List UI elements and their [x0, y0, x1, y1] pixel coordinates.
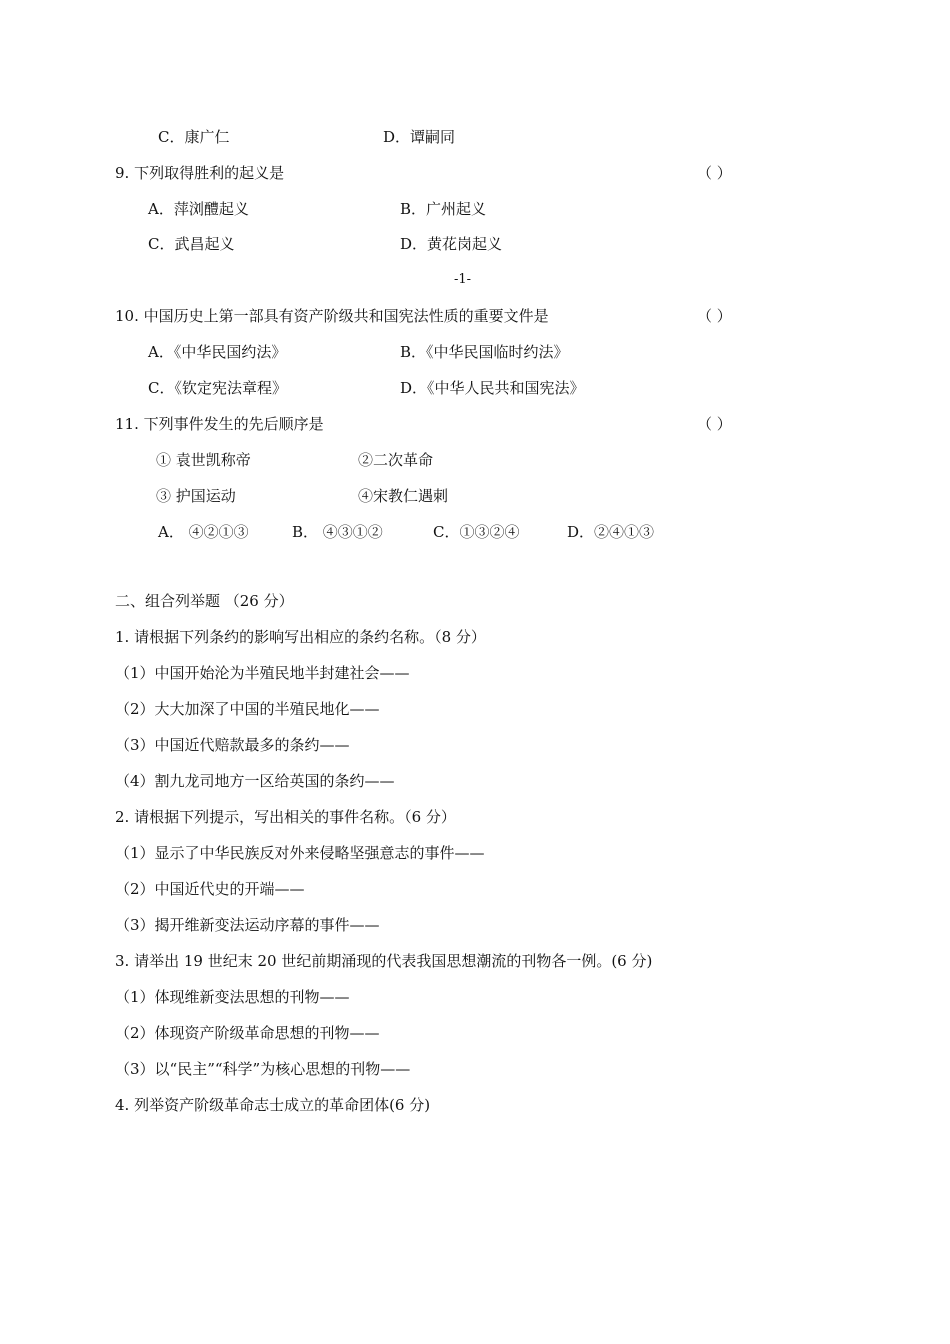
q10-stem: 10. 中国历史上第一部具有资产阶级共和国宪法性质的重要文件是 — [115, 307, 549, 325]
q11-answer-paren: （ ） — [697, 415, 732, 433]
s2-q1-item-1: （1）中国开始沦为半殖民地半封建社会—— — [115, 664, 410, 682]
q9-stem: 9. 下列取得胜利的起义是 — [115, 164, 285, 182]
q8-option-c: C．康广仁 — [158, 128, 230, 146]
page-number: -1- — [454, 272, 472, 287]
s2-q1-item-3: （3）中国近代赔款最多的条约—— — [115, 736, 350, 754]
s2-q3-item-3: （3）以“民主”“科学”为核心思想的刊物—— — [115, 1060, 411, 1078]
q8-option-d: D．谭嗣同 — [383, 128, 456, 146]
s2-q3-item-1: （1）体现维新变法思想的刊物—— — [115, 988, 350, 1006]
q9-answer-paren: （ ） — [697, 164, 732, 182]
s2-q1-stem: 1. 请根据下列条约的影响写出相应的条约名称。（8 分） — [115, 628, 486, 646]
q11-event-1: ① 袁世凯称帝 — [156, 451, 251, 469]
q11-event-4: ④宋教仁遇刺 — [358, 487, 449, 505]
s2-q3-stem: 3. 请举出 19 世纪末 20 世纪前期涌现的代表我国思想潮流的刊物各一例。(6 分) — [115, 952, 653, 970]
s2-q1-item-4: （4）割九龙司地方一区给英国的条约—— — [115, 772, 395, 790]
s2-q2-item-2: （2）中国近代史的开端—— — [115, 880, 305, 898]
q10-option-c: C．《钦定宪法章程》 — [148, 379, 287, 397]
q11-option-d: D．②④①③ — [567, 523, 655, 541]
s2-q2-item-1: （1）显示了中华民族反对外来侵略坚强意志的事件—— — [115, 844, 485, 862]
s2-q4-stem: 4. 列举资产阶级革命志士成立的革命团体(6 分) — [115, 1096, 431, 1114]
q10-option-a: A．《中华民国约法》 — [148, 343, 287, 361]
q11-stem: 11. 下列事件发生的先后顺序是 — [115, 415, 324, 433]
q11-option-b: B． ④③①② — [292, 523, 383, 541]
q9-option-b: B．广州起义 — [400, 200, 487, 218]
q10-option-b: B．《中华民国临时约法》 — [400, 343, 569, 361]
q9-option-a: A．萍浏醴起义 — [148, 200, 249, 218]
q10-option-d: D．《中华人民共和国宪法》 — [400, 379, 585, 397]
section2-title: 二、组合列举题 （26 分） — [115, 592, 294, 610]
s2-q2-stem: 2. 请根据下列提示，写出相关的事件名称。（6 分） — [115, 808, 456, 826]
q11-event-2: ②二次革命 — [358, 451, 434, 469]
s2-q2-item-3: （3）揭开维新变法运动序幕的事件—— — [115, 916, 380, 934]
q11-event-3: ③ 护国运动 — [156, 487, 236, 505]
s2-q3-item-2: （2）体现资产阶级革命思想的刊物—— — [115, 1024, 380, 1042]
q10-answer-paren: （ ） — [697, 307, 732, 325]
q9-option-c: C．武昌起义 — [148, 235, 235, 253]
q11-option-c: C．①③②④ — [433, 523, 520, 541]
q11-option-a: A． ④②①③ — [158, 523, 249, 541]
s2-q1-item-2: （2）大大加深了中国的半殖民地化—— — [115, 700, 380, 718]
q9-option-d: D．黄花岗起义 — [400, 235, 503, 253]
